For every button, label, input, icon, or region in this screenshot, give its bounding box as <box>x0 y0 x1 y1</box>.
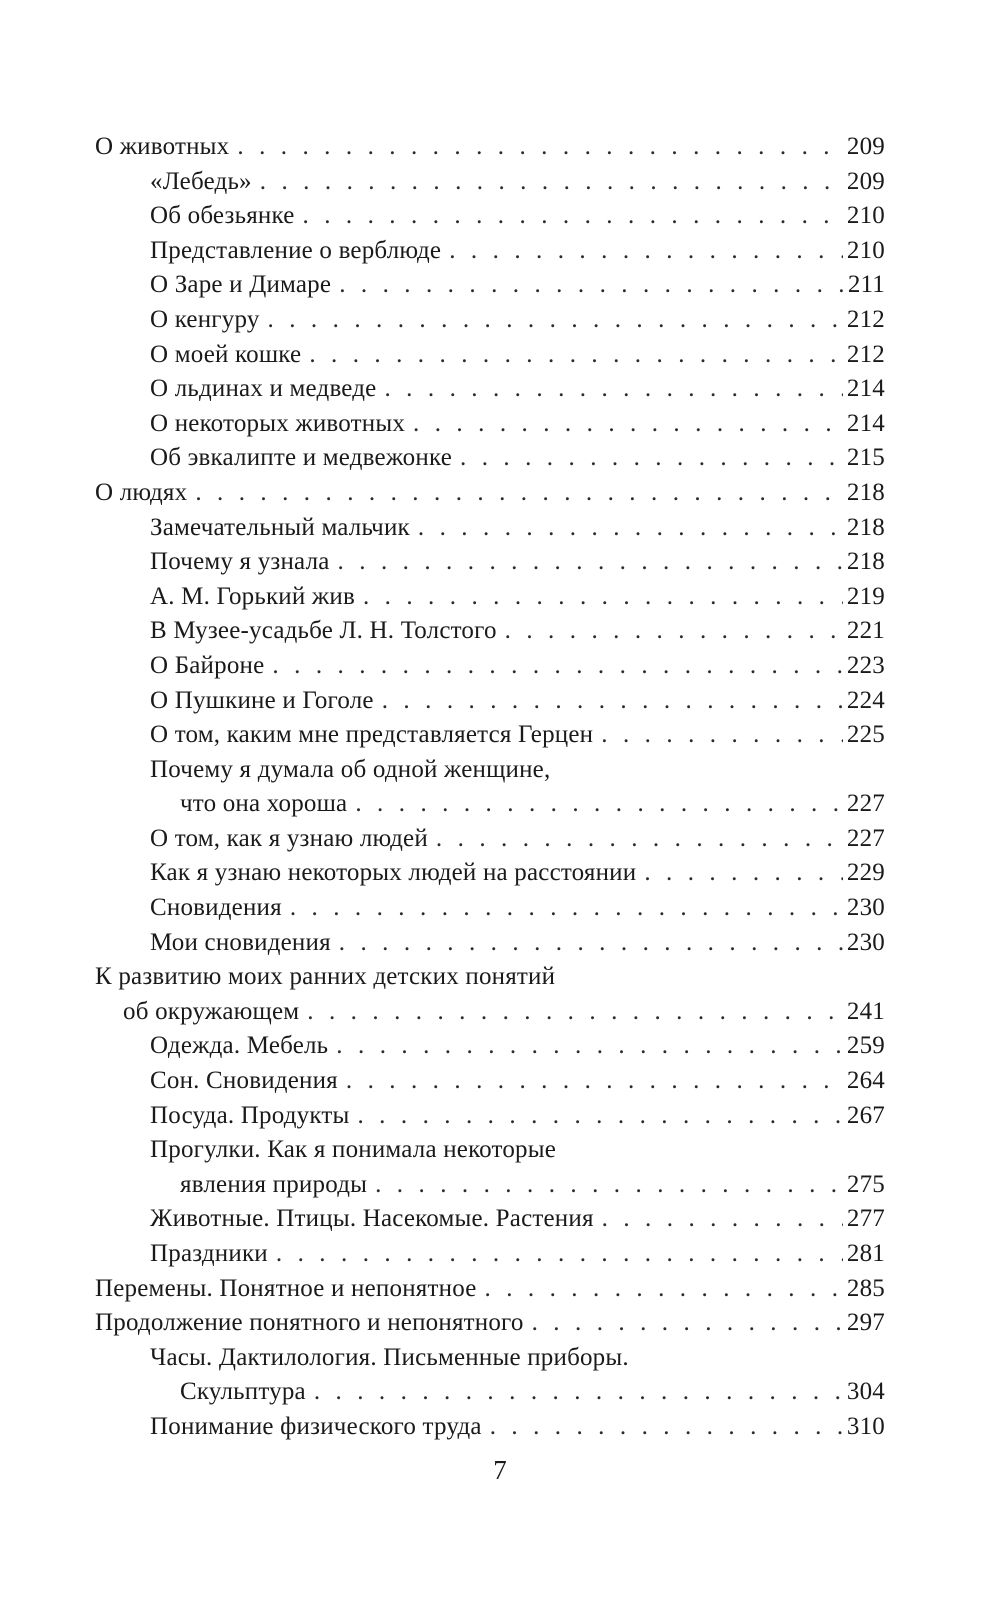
toc-entry-title: О том, как я узнаю людей <box>150 824 428 852</box>
toc-entry-row <box>150 303 885 338</box>
toc-entry-page: 218 <box>846 478 885 506</box>
toc-entry-row <box>150 718 885 753</box>
toc-entry <box>95 268 885 303</box>
toc-entry-title: Скульптура <box>180 1378 306 1406</box>
toc-entry-page: 210 <box>846 236 885 264</box>
dot-leader <box>375 1168 843 1203</box>
toc-entry-page: 264 <box>846 1067 885 1095</box>
toc-entry <box>95 1341 885 1376</box>
dot-leader <box>260 165 843 200</box>
toc-entry <box>95 1237 885 1272</box>
toc-entry-title: Понимание физического труда <box>150 1412 482 1440</box>
toc-entry-row <box>150 1133 885 1168</box>
toc-entry <box>95 926 885 961</box>
table-of-contents <box>95 130 885 1445</box>
toc-entry-row <box>150 545 885 580</box>
toc-entry-page: 223 <box>846 651 885 679</box>
toc-entry-title: А. М. Горький жив <box>150 582 355 610</box>
toc-entry-page: 275 <box>846 1170 885 1198</box>
toc-entry-page: 225 <box>846 721 885 749</box>
toc-entry <box>95 856 885 891</box>
toc-entry-page: 304 <box>846 1378 885 1406</box>
toc-entry-row <box>150 753 885 788</box>
toc-entry-title: О кенгуру <box>150 305 260 333</box>
toc-entry-title: О льдинах и медведе <box>150 375 377 403</box>
toc-entry-title: Почему я узнала <box>150 548 330 576</box>
dot-leader <box>195 476 843 511</box>
toc-entry-title: Замечательный мальчик <box>150 513 410 541</box>
dot-leader <box>237 130 843 165</box>
toc-entry-title: об окружающем <box>123 997 300 1025</box>
toc-entry <box>95 1133 885 1168</box>
toc-entry-title: В Музее-усадьбе Л. Н. Толстого <box>150 617 497 645</box>
toc-entry-page: 267 <box>846 1101 885 1129</box>
toc-entry <box>95 1168 885 1203</box>
toc-entry-row <box>180 787 885 822</box>
toc-entry-page: 212 <box>846 340 885 368</box>
toc-entry-page: 219 <box>846 582 885 610</box>
toc-entry-page: 214 <box>846 375 885 403</box>
dot-leader <box>338 545 843 580</box>
toc-entry <box>95 649 885 684</box>
toc-entry-page: 210 <box>846 202 885 230</box>
toc-entry <box>95 580 885 615</box>
dot-leader <box>532 1306 843 1341</box>
toc-entry-page: 277 <box>846 1205 885 1233</box>
toc-entry-row <box>150 165 885 200</box>
toc-entry-page: 211 <box>847 271 885 299</box>
toc-entry <box>95 614 885 649</box>
toc-entry-title: Мои сновидения <box>150 928 331 956</box>
toc-entry-title: Как я узнаю некоторых людей на расстоянии <box>150 859 637 887</box>
toc-entry-title: Продолжение понятного и непонятного <box>95 1309 524 1337</box>
toc-entry-title: Прогулки. Как я понимала некоторые <box>150 1136 557 1164</box>
toc-entry-row <box>150 199 885 234</box>
toc-entry <box>95 1375 885 1410</box>
toc-entry-page: 281 <box>846 1240 885 1267</box>
dot-leader <box>490 1410 843 1445</box>
toc-entry-row <box>150 1237 885 1272</box>
toc-entry-row <box>150 1064 885 1099</box>
toc-entry <box>95 476 885 511</box>
toc-entry-row <box>150 926 885 961</box>
dot-leader <box>382 684 843 719</box>
toc-entry-row <box>150 234 885 269</box>
toc-entry <box>95 199 885 234</box>
dot-leader <box>485 1272 843 1307</box>
toc-entry-page: 310 <box>846 1412 885 1440</box>
dot-leader <box>505 614 843 649</box>
toc-entry <box>95 165 885 200</box>
toc-entry-title: Перемены. Понятное и непонятное <box>95 1274 477 1302</box>
dot-leader <box>413 407 843 442</box>
toc-entry-page: 230 <box>846 928 885 956</box>
toc-entry <box>95 1029 885 1064</box>
dot-leader <box>314 1375 843 1410</box>
toc-entry-page: 230 <box>846 894 885 922</box>
toc-entry-title: Одежда. Мебель <box>150 1032 329 1060</box>
dot-leader <box>339 268 844 303</box>
toc-entry-page: 241 <box>846 997 885 1025</box>
toc-entry <box>95 441 885 476</box>
toc-entry-row <box>95 960 885 995</box>
dot-leader <box>460 441 843 476</box>
dot-leader <box>309 338 843 373</box>
toc-entry-title: Посуда. Продукты <box>150 1101 350 1129</box>
toc-entry <box>95 372 885 407</box>
toc-entry <box>95 130 885 165</box>
toc-entry-row <box>150 1341 885 1376</box>
dot-leader <box>290 891 843 926</box>
toc-entry-row <box>95 130 885 165</box>
toc-entry <box>95 407 885 442</box>
toc-entry <box>95 1202 885 1237</box>
toc-entry <box>95 303 885 338</box>
dot-leader <box>363 580 843 615</box>
toc-entry-title: К развитию моих ранних детских понятий <box>95 963 556 991</box>
toc-entry-page: 224 <box>846 686 885 714</box>
toc-entry-row <box>150 856 885 891</box>
toc-entry-row <box>123 995 885 1030</box>
toc-entry-row <box>150 268 885 303</box>
toc-entry-page: 218 <box>846 513 885 541</box>
toc-entry-row <box>150 580 885 615</box>
toc-entry-row <box>150 649 885 684</box>
toc-entry-title: Животные. Птицы. Насекомые. Растения <box>150 1205 594 1233</box>
dot-leader <box>336 1029 843 1064</box>
toc-entry-title: О животных <box>95 133 230 160</box>
toc-entry-row <box>95 476 885 511</box>
toc-entry-title: «Лебедь» <box>150 167 252 195</box>
toc-entry-title: Сон. Сновидения <box>150 1067 338 1095</box>
toc-entry <box>95 234 885 269</box>
toc-entry-page: 218 <box>846 548 885 576</box>
toc-entry <box>95 1099 885 1134</box>
toc-entry <box>95 1272 885 1307</box>
toc-entry-title: Об обезьянке <box>150 202 295 230</box>
toc-entry <box>95 787 885 822</box>
toc-entry-page: 297 <box>846 1309 885 1337</box>
dot-leader <box>644 856 843 891</box>
toc-entry-title: О моей кошке <box>150 340 302 368</box>
toc-entry <box>95 753 885 788</box>
toc-entry <box>95 338 885 373</box>
toc-entry-page: 227 <box>846 790 885 818</box>
toc-entry-row <box>150 1099 885 1134</box>
toc-entry-page: 209 <box>846 167 885 195</box>
page-number: 7 <box>493 1455 507 1485</box>
toc-entry-page: 221 <box>846 617 885 645</box>
toc-entry-row <box>180 1168 885 1203</box>
dot-leader <box>346 1064 843 1099</box>
toc-entry-page: 212 <box>846 305 885 333</box>
dot-leader <box>355 787 843 822</box>
toc-entry-title: О некоторых животных <box>150 409 406 437</box>
toc-entry-page: 214 <box>846 409 885 437</box>
dot-leader <box>384 372 842 407</box>
toc-entry <box>95 1410 885 1445</box>
toc-entry-title: Праздники <box>150 1240 268 1267</box>
toc-entry-row <box>95 1272 885 1307</box>
dot-leader <box>307 995 843 1030</box>
dot-leader <box>303 199 843 234</box>
toc-entry <box>95 1306 885 1341</box>
toc-entry-title: О Заре и Димаре <box>150 271 332 299</box>
dot-leader <box>436 822 843 857</box>
toc-entry <box>95 822 885 857</box>
toc-entry-row <box>150 1202 885 1237</box>
toc-entry-row <box>150 372 885 407</box>
toc-entry-row <box>150 614 885 649</box>
toc-entry <box>95 684 885 719</box>
toc-entry-row <box>180 1375 885 1410</box>
toc-entry-row <box>95 1306 885 1341</box>
toc-entry-title: О том, каким мне представляется Герцен <box>150 721 594 749</box>
toc-entry-title: О Пушкине и Гоголе <box>150 686 374 714</box>
toc-entry-row <box>150 407 885 442</box>
toc-entry-title: Сновидения <box>150 894 282 922</box>
toc-entry-page: 227 <box>846 824 885 852</box>
toc-entry-row <box>150 511 885 546</box>
toc-entry-row <box>150 891 885 926</box>
dot-leader <box>601 718 843 753</box>
toc-entry <box>95 718 885 753</box>
dot-leader <box>602 1202 843 1237</box>
toc-entry-title: явления природы <box>180 1170 368 1198</box>
toc-entry-page: 209 <box>846 133 885 160</box>
toc-entry-row <box>150 1410 885 1445</box>
dot-leader <box>418 511 843 546</box>
toc-entry-title: Часы. Дактилология. Письменные приборы. <box>150 1343 629 1371</box>
toc-entry-row <box>150 822 885 857</box>
dot-leader <box>339 926 843 961</box>
toc-entry-title: Почему я думала об одной женщине, <box>150 755 551 783</box>
toc-entry-page: 259 <box>846 1032 885 1060</box>
toc-entry <box>95 960 885 995</box>
toc-entry-page: 215 <box>846 444 885 472</box>
dot-leader <box>357 1099 842 1134</box>
toc-entry <box>95 1064 885 1099</box>
dot-leader <box>449 234 843 269</box>
dot-leader <box>276 1237 843 1272</box>
toc-entry-title: Об эвкалипте и медвежонке <box>150 444 452 472</box>
toc-entry <box>95 891 885 926</box>
toc-entry-title: Представление о верблюде <box>150 236 442 264</box>
toc-entry-title: что она хороша <box>180 790 348 818</box>
dot-leader <box>268 303 843 338</box>
toc-entry-row <box>150 338 885 373</box>
toc-entry-row <box>150 441 885 476</box>
toc-entry <box>95 545 885 580</box>
toc-entry-page: 285 <box>846 1274 885 1302</box>
toc-entry-page: 229 <box>846 859 885 887</box>
toc-entry-title: О Байроне <box>150 651 265 679</box>
toc-entry-title: О людях <box>95 478 188 506</box>
toc-entry <box>95 511 885 546</box>
dot-leader <box>272 649 842 684</box>
toc-entry-row <box>150 1029 885 1064</box>
toc-entry-row <box>150 684 885 719</box>
toc-entry <box>95 995 885 1030</box>
